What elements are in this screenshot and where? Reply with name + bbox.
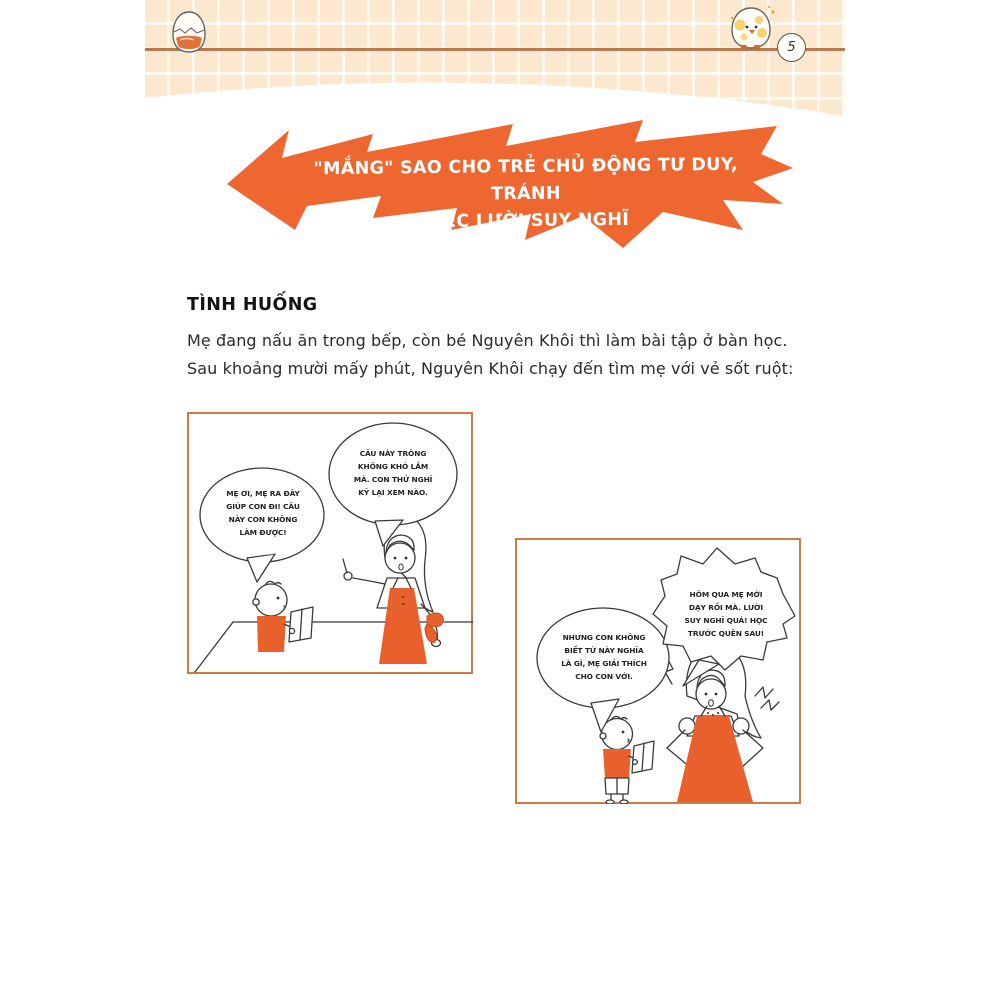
bubble-text-line: HÔM QUA MẸ MỚI	[689, 590, 763, 599]
bubble-text-line: NHƯNG CON KHÔNG	[562, 633, 646, 642]
section-heading: TÌNH HUỐNG	[187, 295, 318, 315]
bubble-text-line: KỸ LẠI XEM NÀO.	[358, 488, 428, 497]
bubble-text-line: GIÚP CON ĐI! CÂU	[226, 502, 300, 511]
bubble-text-line: SUY NGHĨ QUÁ! HỌC	[684, 616, 768, 625]
bubble-text-line: NÀY CON KHÔNG	[228, 515, 298, 524]
bubble-text-line: LÀ GÌ, MẸ GIẢI THÍCH	[561, 659, 647, 668]
header-wave	[145, 60, 845, 122]
bubble-text-line: TRƯỚC QUÊN SAU!	[687, 629, 765, 638]
chick-mascot-icon	[728, 4, 778, 52]
bubble-text-line: CHO CON VỚI.	[575, 672, 633, 681]
page-number-badge	[777, 33, 806, 62]
banner-title-line1: "MẮNG" SAO CHO TRẺ CHỦ ĐỘNG TƯ DUY, TRÁNH	[313, 154, 738, 205]
bubble-text-line: MÀ. CON THỬ NGHĨ	[353, 475, 433, 484]
banner-title	[287, 151, 766, 237]
bubble-text-line: BIẾT TỪ NÀY NGHĨA	[564, 646, 644, 655]
comic-panel-2	[515, 538, 801, 804]
comic-panel-1	[187, 412, 473, 674]
page-number: 5	[787, 40, 796, 55]
page-header	[145, 0, 845, 122]
bubble-text-line: KHÔNG KHÓ LẮM	[357, 462, 429, 471]
intro-paragraph: Mẹ đang nấu ăn trong bếp, còn bé Nguyên Khôi thì làm bài tập ở bàn học. Sau khoảng mười mấy phút, Nguyên Khôi chạy đến tìm mẹ với vẻ sốt ruột:	[187, 331, 794, 378]
bubble-text-line: LÀM ĐƯỢC!	[239, 528, 287, 537]
egg-mascot-icon	[170, 10, 208, 54]
bubble-text-line: DẠY RỒI MÀ. LƯỜI	[688, 603, 764, 612]
banner-title-line2: VIỆC LƯỜI SUY NGHĨ	[423, 209, 630, 233]
bubble-text-line: MẸ ƠI, MẸ RA ĐÂY	[226, 489, 300, 498]
bubble-text-line: CÂU NÀY TRÔNG	[359, 449, 427, 458]
title-banner	[225, 118, 797, 254]
